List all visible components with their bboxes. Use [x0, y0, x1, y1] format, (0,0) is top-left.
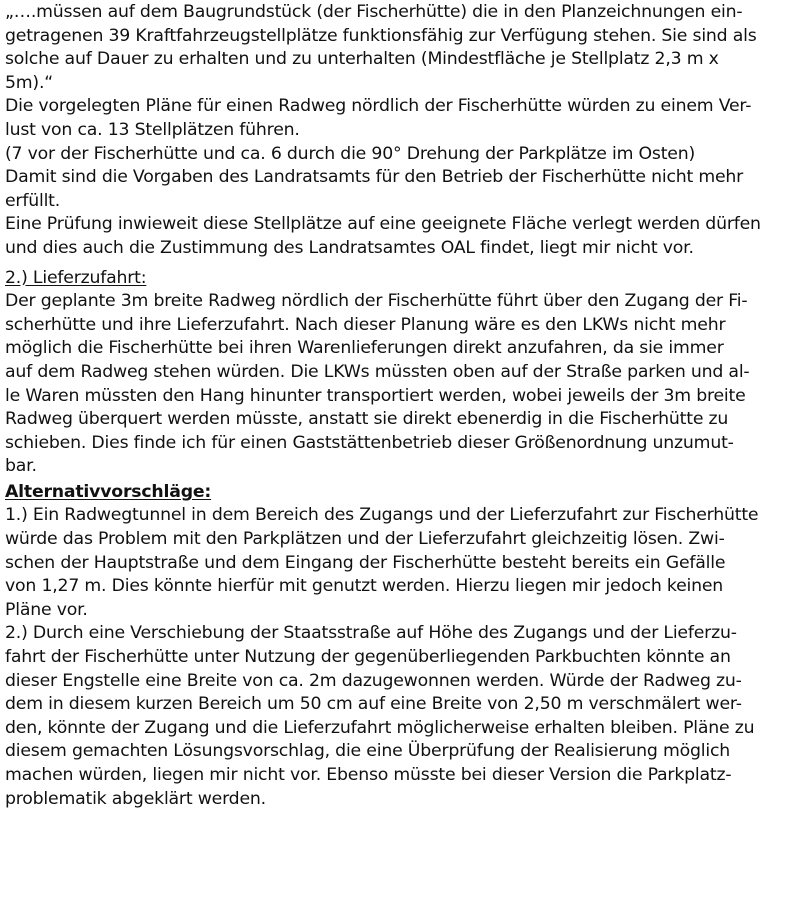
intro-paragraph — [5, 1, 795, 261]
text-line: würde das Problem mit den Parkplätzen und der Lieferzufahrt gleichzeitig lösen. Zwi- — [5, 529, 725, 550]
text-line: „….müssen auf dem Baugrundstück (der Fischerhütte) die in den Planzeichnungen ein- — [5, 2, 743, 22]
text-line: möglich die Fischerhütte bei ihren Warenlieferungen direkt anzufahren, da sie immer — [5, 338, 724, 359]
text-line: fahrt der Fischerhütte unter Nutzung der gegenüberliegenden Parkbuchten könnte an — [5, 647, 731, 668]
text-line: von 1,27 m. Dies könnte hierfür mit genutzt werden. Hierzu liegen mir jedoch keinen — [5, 576, 724, 597]
text-line: erfüllt. — [5, 190, 61, 211]
text-line: diesem gemachten Lösungsvorschlag, die eine Überprüfung der Realisierung möglich — [5, 741, 731, 762]
text-line: 2.) Durch eine Verschiebung der Staatsstraße auf Höhe des Zugangs und der Lieferzu- — [5, 623, 737, 644]
text-line: schen der Hauptstraße und dem Eingang der Fischerhütte besteht bereits ein Gefälle — [5, 552, 726, 573]
text-line: den, könnte der Zugang und die Lieferzufahrt möglicherweise erhalten bleiben. Pläne zu — [5, 717, 755, 738]
text-line: schieben. Dies finde ich für einen Gaststättenbetrieb dieser Größenordnung unzumut- — [5, 432, 734, 453]
alternatives-heading: Alternativvorschläge: — [5, 481, 212, 502]
text-line: solche auf Dauer zu erhalten und zu unterhalten (Mindestfläche je Stellplatz 2,3 m x — [5, 49, 719, 70]
text-line: problematik abgeklärt werden. — [5, 788, 266, 809]
text-line: le Waren müssten den Hang hinunter transportiert werden, wobei jeweils der 3m breite — [5, 385, 746, 406]
document-page — [5, 1, 795, 811]
section-lieferzufahrt — [5, 267, 795, 479]
text-line: Radweg überquert werden müsste, anstatt sie direkt ebenerdig in die Fischerhütte zu — [5, 409, 729, 430]
text-line: 1.) Ein Radwegtunnel in dem Bereich des Zugangs und der Lieferzufahrt zur Fischerhütte — [5, 505, 759, 526]
alternative-item-1 — [5, 504, 795, 622]
text-line: 5m).“ — [5, 72, 54, 93]
text-line: Die vorgelegten Pläne für einen Radweg nördlich der Fischerhütte würden zu einem Ver- — [5, 96, 752, 117]
text-line: auf dem Radweg stehen würden. Die LKWs müssten oben auf der Straße parken und al- — [5, 361, 750, 382]
text-line: lust von ca. 13 Stellplätzen führen. — [5, 119, 300, 140]
text-line: Eine Prüfung inwieweit diese Stellplätze auf eine geeignete Fläche verlegt werden dürfen — [5, 214, 761, 235]
section-alternativvorschlaege — [5, 481, 795, 811]
alternative-item-2 — [5, 622, 795, 811]
text-line: Pläne vor. — [5, 599, 88, 620]
section-heading: 2.) Lieferzufahrt: — [5, 267, 147, 288]
text-line: dem in diesem kurzen Bereich um 50 cm auf eine Breite von 2,50 m verschmälert wer- — [5, 694, 742, 715]
text-line: Damit sind die Vorgaben des Landratsamts für den Betrieb der Fischerhütte nicht mehr — [5, 167, 744, 188]
text-line: getragenen 39 Kraftfahrzeugstellplätze funktionsfähig zur Verfügung stehen. Sie sind als — [5, 25, 757, 46]
text-line: Der geplante 3m breite Radweg nördlich der Fischerhütte führt über den Zugang der Fi- — [5, 291, 748, 312]
text-line: und dies auch die Zustimmung des Landratsamtes OAL findet, liegt mir nicht vor. — [5, 237, 694, 258]
text-line: scherhütte und ihre Lieferzufahrt. Nach dieser Planung wäre es den LKWs nicht mehr — [5, 314, 726, 335]
text-line: machen würden, liegen mir nicht vor. Ebenso müsste bei dieser Version die Parkplatz- — [5, 765, 732, 785]
text-line: (7 vor der Fischerhütte und ca. 6 durch die 90° Drehung der Parkplätze im Osten) — [5, 143, 696, 164]
text-line: dieser Engstelle eine Breite von ca. 2m dazugewonnen werden. Würde der Radweg zu- — [5, 670, 742, 691]
text-line: bar. — [5, 456, 37, 477]
